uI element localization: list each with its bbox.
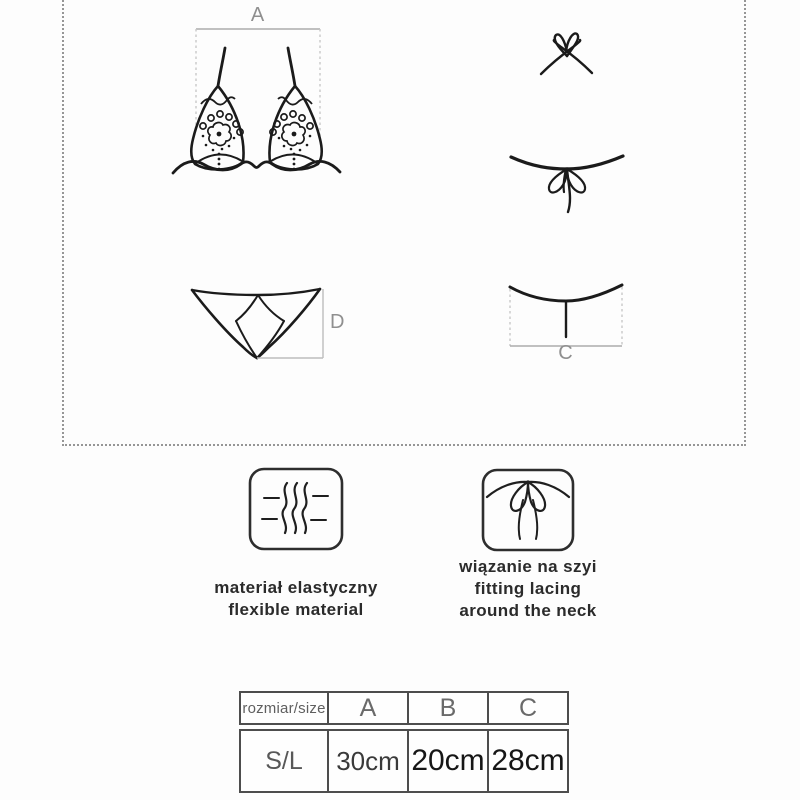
neck-tie-knot xyxy=(541,33,592,74)
caption-line: around the neck xyxy=(459,601,597,620)
measure-label-c: C xyxy=(558,342,574,364)
measure-label-d: D xyxy=(330,311,346,333)
size-table-header-row xyxy=(239,691,569,725)
size-table-header-b: B xyxy=(407,693,487,723)
caption-line: flexible material xyxy=(228,600,364,619)
neck-lacing-icon xyxy=(481,468,575,552)
briefs-back-drawing xyxy=(498,278,638,370)
measure-b-value: 20cm xyxy=(407,731,487,791)
measure-c-value: 28cm xyxy=(487,731,567,791)
caption-line: fitting lacing xyxy=(474,579,582,598)
measure-a-value: 30cm xyxy=(327,731,407,791)
size-table-data-row xyxy=(239,729,569,793)
bra-front-drawing xyxy=(170,0,420,200)
flexible-material-caption xyxy=(176,577,416,621)
size-value-label: S/L xyxy=(265,746,303,775)
size-table-header-label: rozmiar/size xyxy=(242,699,326,717)
bra-back-drawing xyxy=(495,30,635,215)
size-table-header-a: A xyxy=(327,693,407,723)
flexible-material-icon xyxy=(248,467,344,551)
caption-line: wiązanie na szyi xyxy=(459,557,597,576)
briefs-back-outline xyxy=(510,285,622,337)
bra-cup-left xyxy=(191,48,243,170)
bra-underband xyxy=(173,161,340,173)
back-band-bow xyxy=(511,156,623,212)
size-table xyxy=(239,691,569,793)
caption-line: materiał elastyczny xyxy=(214,578,378,597)
bra-cup-right xyxy=(269,48,321,170)
neck-lacing-caption xyxy=(408,556,648,622)
briefs-front-outline xyxy=(192,289,320,358)
measure-label-a: A xyxy=(250,4,266,26)
size-table-header-c: C xyxy=(487,693,567,723)
briefs-front-drawing xyxy=(178,278,348,370)
